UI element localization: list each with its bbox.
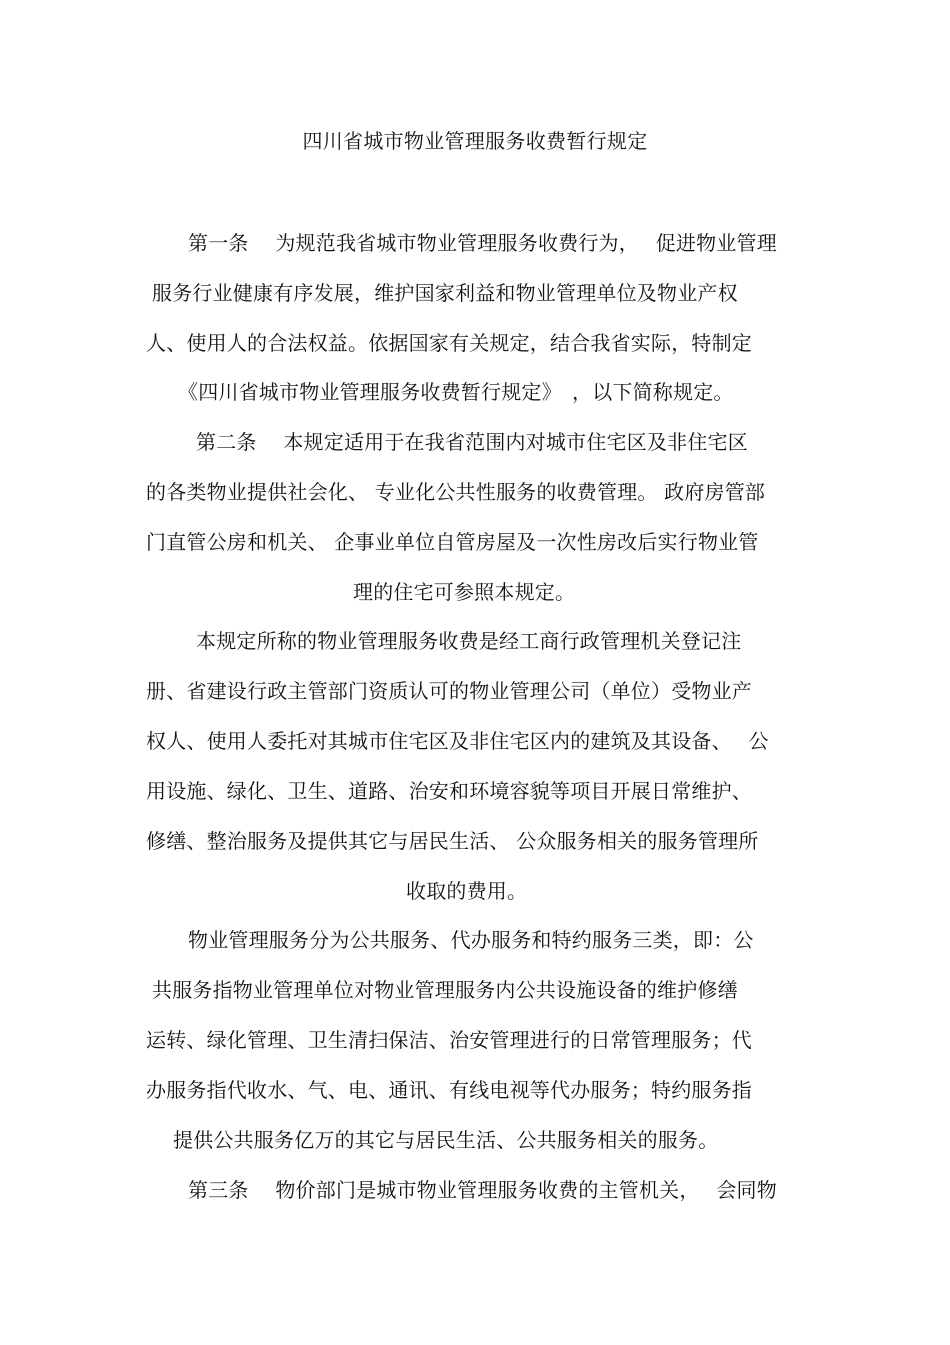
text-line: 共服务指物业管理单位对物业管理服务内公共设施设备的维护修缮 [152,978,738,1002]
text-line: 册、省建设行政主管部门资质认可的物业管理公司（单位）受物业产 [146,679,752,703]
text-line: 门直管公房和机关、 企事业单位自管房屋及一次性房改后实行物业管 [146,530,759,554]
text-line: 收取的费用。 [406,879,528,903]
text-line: 的各类物业提供社会化、 专业化公共性服务的收费管理。 政府房管部 [146,480,766,504]
text-line: 提供公共服务亿万的其它与居民生活、公共服务相关的服务。 [173,1128,719,1152]
text-line: 权人、使用人委托对其城市住宅区及非住宅区内的建筑及其设备、 公 [146,729,769,753]
text-line: 《四川省城市物业管理服务收费暂行规定》 ，以下简称规定。 [178,380,734,404]
text-line: 用设施、绿化、卫生、道路、治安和环境容貌等项目开展日常维护、 [146,779,752,803]
document-title: 四川省城市物业管理服务收费暂行规定 [302,129,648,153]
text-line: 物业管理服务分为公共服务、代办服务和特约服务三类，即：公 [188,928,754,952]
text-line: 修缮、整治服务及提供其它与居民生活、 公众服务相关的服务管理所 [146,829,759,853]
text-line: 人、使用人的合法权益。依据国家有关规定，结合我省实际，特制定 [146,331,752,355]
text-line: 第一条 为规范我省城市物业管理服务收费行为， 促进物业管理 [188,231,777,255]
text-line: 理的住宅可参照本规定。 [353,580,576,604]
text-line: 服务行业健康有序发展，维护国家利益和物业管理单位及物业产权 [152,281,738,305]
text-line: 第三条 物价部门是城市物业管理服务收费的主管机关， 会同物 [188,1178,777,1202]
text-line: 运转、绿化管理、卫生清扫保洁、治安管理进行的日常管理服务；代 [146,1028,752,1052]
text-line: 本规定所称的物业管理服务收费是经工商行政管理机关登记注 [196,629,742,653]
text-line: 办服务指代收水、气、电、通讯、有线电视等代办服务；特约服务指 [146,1078,752,1102]
text-line: 第二条 本规定适用于在我省范围内对城市住宅区及非住宅区 [196,430,748,454]
